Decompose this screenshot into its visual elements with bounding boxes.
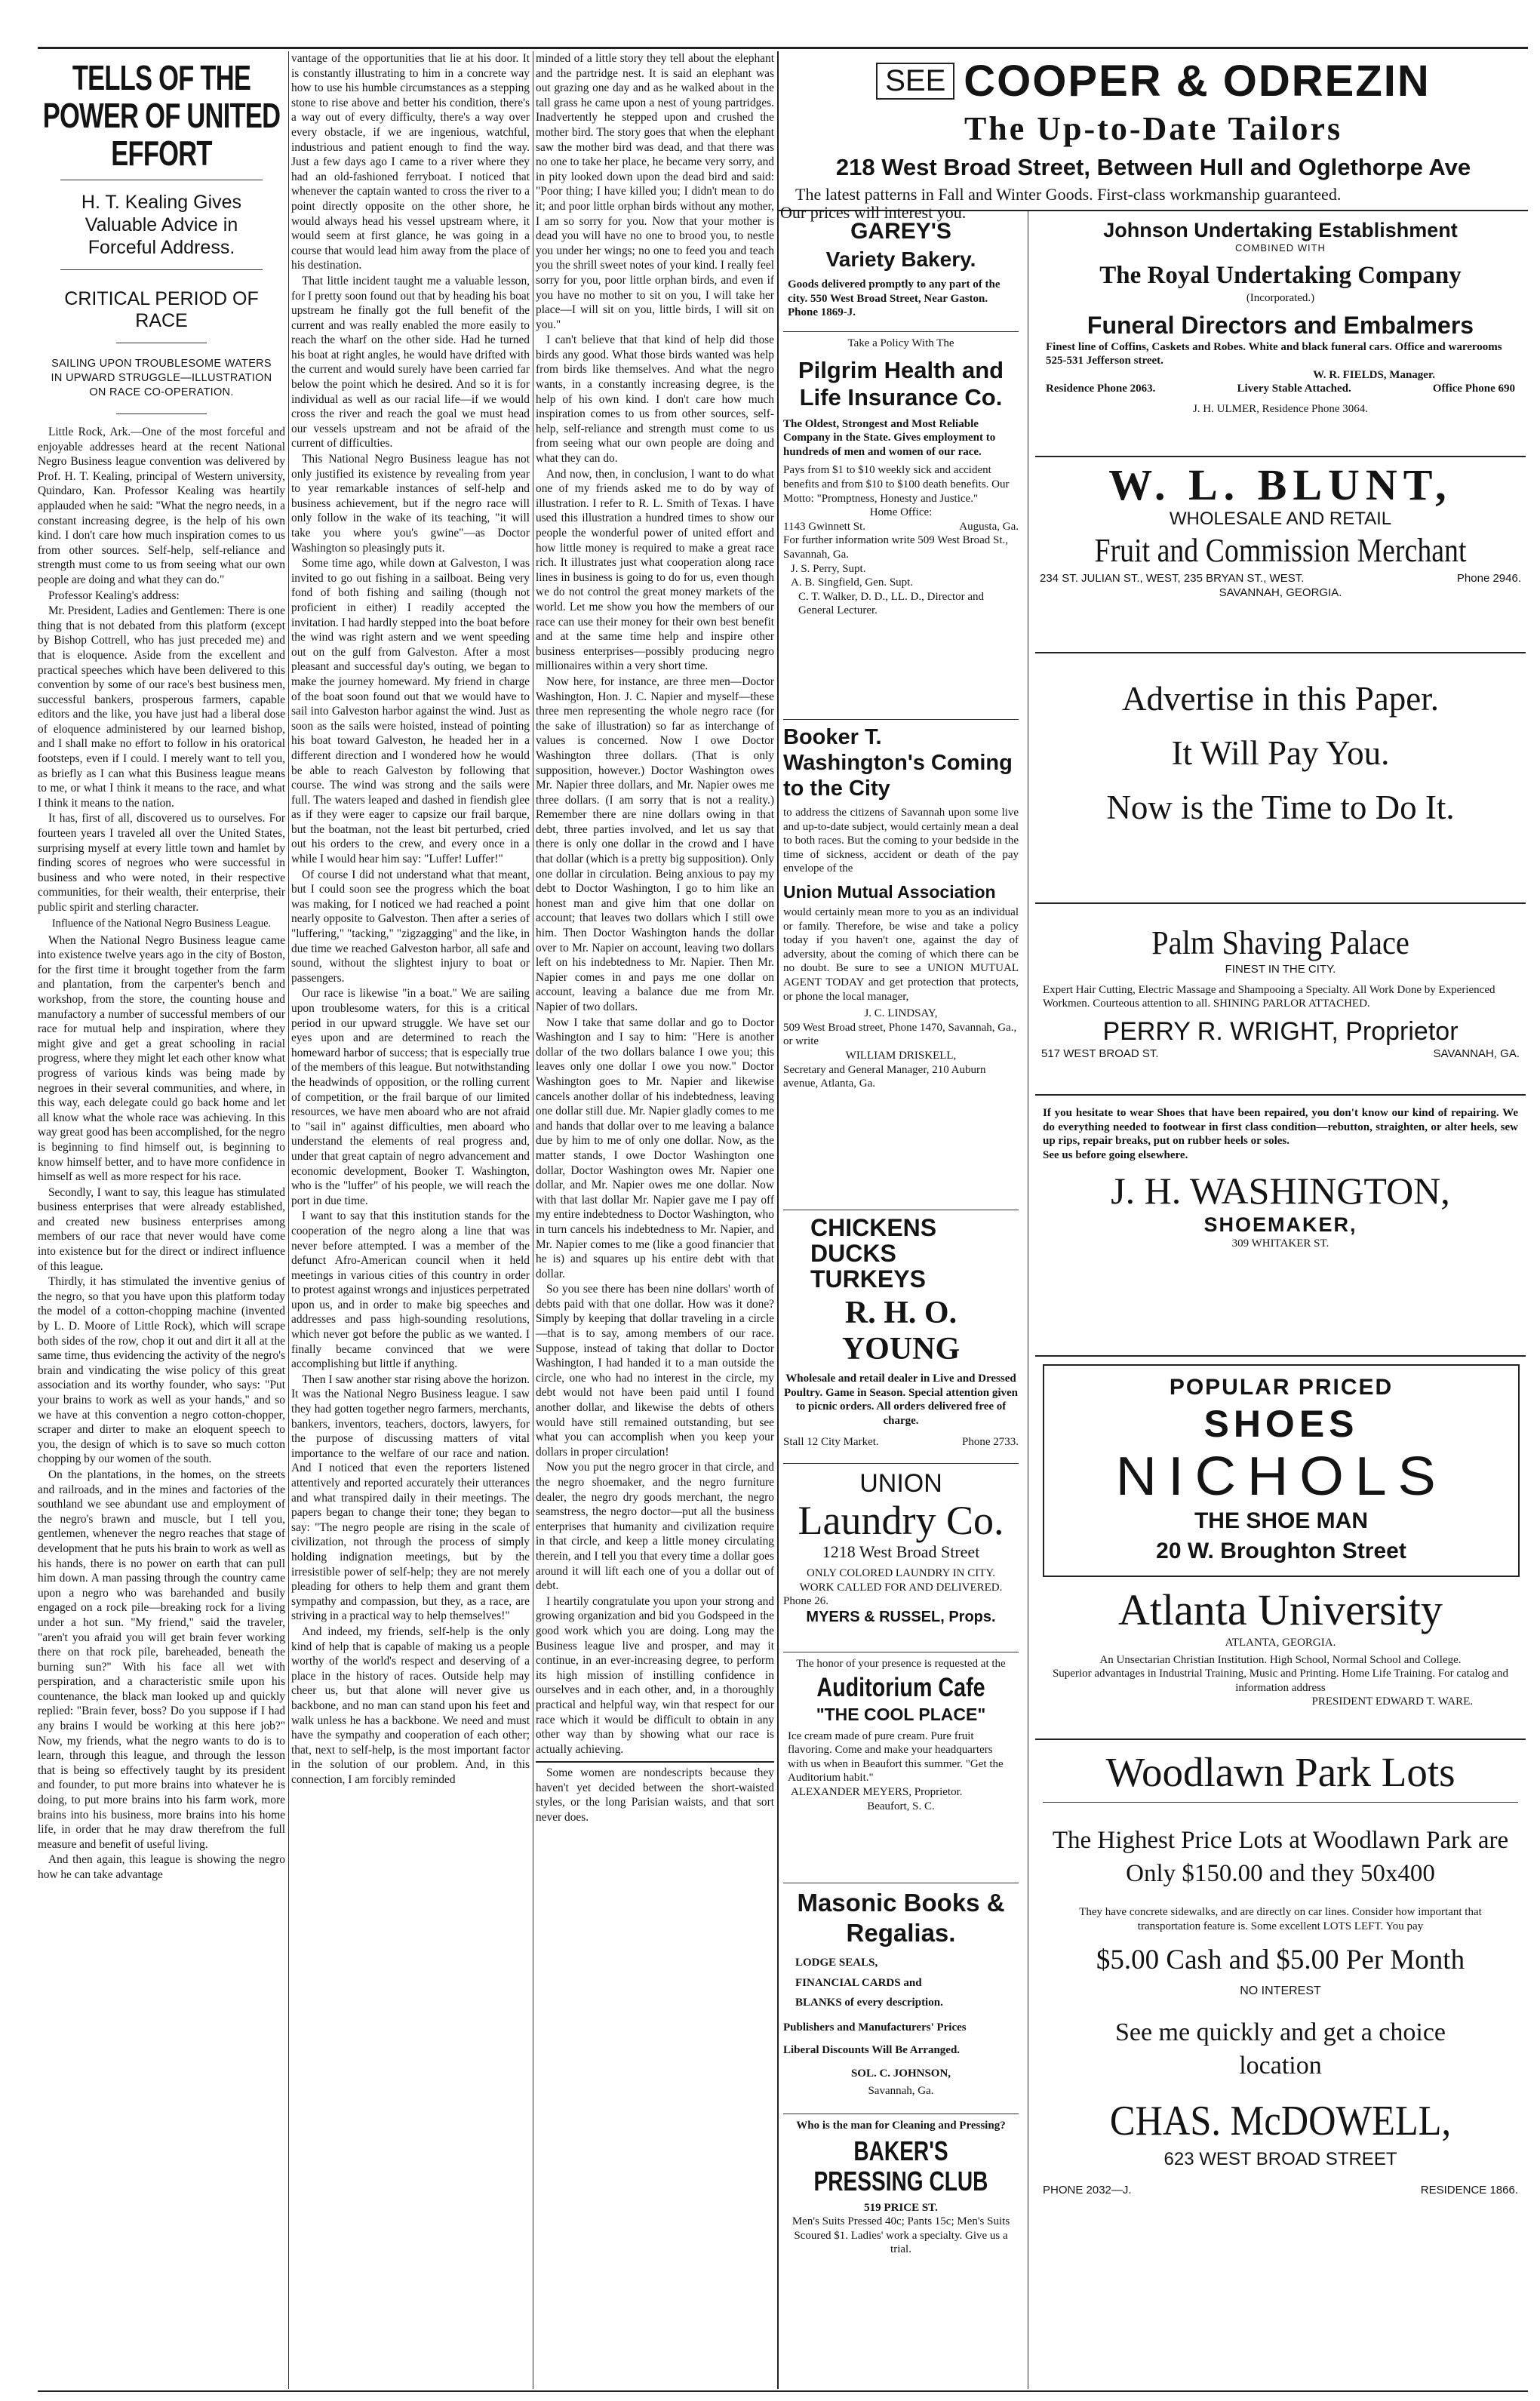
- young-text: Wholesale and retail dealer in Live and Dressed Poultry. Game in Season. Special attention given to picnic orders. All orders delivered free of charge.: [783, 1373, 1018, 1427]
- ad-bakers-pressing-club: [783, 2119, 1019, 2387]
- union-mutual-secretary: WILLIAM DRISKELL,: [845, 1049, 957, 1062]
- ad-johnson-undertaking: [1035, 219, 1526, 457]
- woodlawn-name: CHAS. McDOWELL,: [1109, 2098, 1452, 2145]
- bakers-text: Men's Suits Pressed 40c; Pants 15c; Men's Suits Scoured $1. Ladies' work a specialty. Give us a trial.: [792, 2215, 1010, 2256]
- article-paragraph: Mr. President, Ladies and Gentlemen: There is one thing that is not debated from this platform (except by Bishop Cottrell, who has just preceded me) and that is eloquence. Aside from the excellent and practical speeches which have been delivered to this convention by some of our race's best business men, successful bankers, prosperous farmers, capable editors and the like, you have just had a liberal dose of eloquence administered by our learned bishop, and I shall make no effort to follow in his oratorical footsteps, even if I could. I merely want to tell you, as briefly as I can what this Business league means to me, or what I think it means to the race, and what I think it means to the nation.: [38, 604, 285, 810]
- johnson-incorporated: (Incorporated.): [1246, 292, 1315, 304]
- atlanta-city: ATLANTA, GEORGIA.: [1225, 1637, 1336, 1649]
- ad-palm-shaving-palace: [1035, 908, 1526, 1096]
- ad-union-mutual: [783, 724, 1019, 1210]
- article-paragraph: I heartily congratulate you upon your strong and growing organization and bid you Godspeed in the good work which you are doing. Long may the Business league live and prosper, and may it continue, in an ever-increasing degree, to perform its high mission of instilling confidence in ourselves and in each other, and, in a thoroughly practical and helpful way, win that respect for our race which it would be difficult to obtain in any other way than by showing what our race is actually achieving.: [536, 1594, 774, 1756]
- atlanta-text: An Unsectarian Christian Institution. High School, Normal School and College.: [1099, 1653, 1462, 1666]
- article-paragraph: Thirdly, it has stimulated the inventive genius of the negro, so that you have upon this platform today the model of a cotton-chopping machine (invented by L. D. Moore of Little Rock), which will scrape both sides of the row, chop it out and dirt it all at the same time, thus evidencing the activity of the negro's brain and vindicating the wise policy of this great association and its worthy founder, who says: "Put your brains to work as well as your hands," and so we have at this convention a negro cotton-chopper, scraper and dirter to make an eloquent speech to you, the design of which is to save so much cotton chopping by our women of the south.: [38, 1275, 285, 1466]
- palm-subtitle: FINEST IN THE CITY.: [1225, 963, 1336, 976]
- young-ducks: DUCKS: [810, 1240, 896, 1267]
- ad-pilgrim-insurance: [783, 337, 1019, 720]
- bakers-address: 519 PRICE ST.: [864, 2201, 938, 2214]
- woodlawn-text: They have concrete sidewalks, and are directly on car lines. Consider how important that transportation feature is. Some excellent LOTS LEFT. You pay: [1079, 1906, 1482, 1932]
- auditorium-proprietor: ALEXANDER MEYERS, Proprietor.: [791, 1785, 963, 1798]
- masonic-title-1: Masonic Books &: [797, 1889, 1005, 1917]
- young-name: R. H. O. YOUNG: [841, 1296, 961, 1367]
- woodlawn-subtitle: The Highest Price Lots at Woodlawn Park are Only $150.00 and they 50x400: [1052, 1827, 1509, 1887]
- palm-text: Expert Hair Cutting, Electric Massage and Shampooing a Specialty. All Work Done by Experienced Workmen. Courteous attention to all. SHINING PARLOR ATTACHED.: [1043, 983, 1495, 1010]
- auditorium-text: Ice cream made of pure cream. Pure fruit flavoring. Come and make your headquarters with us when in Beaufort this summer. "Get the Auditorium habit.": [788, 1729, 1004, 1785]
- pilgrim-info: For further information write 509 West Broad St., Savannah, Ga.: [783, 534, 1009, 561]
- ad-gareys-bakery: [783, 219, 1019, 332]
- woodlawn-interest: NO INTEREST: [1240, 1984, 1321, 1998]
- article-paragraph: Our race is likewise "in a boat." We are sailing upon troublesome waters, for this is a critical period in our upward struggle. We have set our eyes upon and are determined to reach the homeward harbor of success; that is especially true of the members of this league. But notwithstanding the headwinds of opposition, or the rolling current of competition, or the frail barque of our limited resources, we have men aboard who are not afraid to "sail in" against difficulties, men aboard who understand the elements of real progress and, under that great captain of negro advancement and economic development, Booker T. Washington, who is the "luffer" of his people, we will reach the port in due time.: [291, 987, 530, 1207]
- young-turkeys: TURKEYS: [810, 1265, 926, 1293]
- article-paragraph: Then I saw another star rising above the horizon. It was the National Negro Business league. I saw they had gotten together negro farmers, merchants, bankers, inventors, teachers, doctors, lawyers, for the purpose of discussing matters of vital importance to the welfare of our race and nation. And I noticed that even the reporters listened attentively and reported accurately their utterances and what transpired daily in their meetings. The papers began to change their tone; they began to say: "The negro people are rising in the scale of civilization, not through the process of simply holding indignation meetings, but by the irresistible power of self-help; they are not merely pleading for others to help them and grant them sympathy and compassion, but they, as a race, are striving in a practical way to help themselves!": [291, 1373, 530, 1623]
- cooper-line-2: Our prices will interest you.: [780, 203, 967, 222]
- ad-union-laundry: [783, 1468, 1019, 1652]
- masonic-city: Savannah, Ga.: [868, 2084, 934, 2097]
- pilgrim-staff-3: C. T. Walker, D. D., LL. D., Director and General Lecturer.: [798, 590, 985, 617]
- blunt-title: Fruit and Commission Merchant: [1094, 532, 1467, 569]
- article-end-rule: [536, 1761, 774, 1763]
- woodlawn-address: 623 WEST BROAD STREET: [1163, 2149, 1397, 2170]
- young-stall: Stall 12 City Market.: [783, 1436, 879, 1449]
- nichols-line-1: POPULAR PRICED: [1169, 1375, 1394, 1400]
- article-paragraph: Now here, for instance, are three men—Doctor Washington, Hon. J. C. Napier and myself—these three men representing the whole negro race (for the sake of illustration) so far as interchange of values is concerned. Now I owe Doctor Washington three dollars. (That is only supposition, however.) Doctor Washington owes Mr. Napier three dollars, and Mr. Napier owes me three dollars. (I am sorry that is not a reality.) Remember there are nine dollars owing in that debt, three parties involved, and let us say that there is only one dollar in the crowd and I have that dollar (which is a pretty big supposition). Only one dollar in circulation. Being anxious to pay my debt to Doctor Washington, I go to him like an honest man and give him that one dollar on account; that leaves two dollars which I still owe him. Then Doctor Washington hands the dollar over to Mr. Napier on account, leaving two dollars left on his indebtedness to Mr. Napier. Then Mr. Napier comes in and pays me one dollar on account, leaving a balance due me from Mr. Napier of two dollars.: [536, 675, 774, 1013]
- masonic-line-1: LODGE SEALS,: [795, 1957, 878, 1969]
- ad-nichols-shoes: [1043, 1364, 1520, 1577]
- blunt-line: WHOLESALE AND RETAIL: [1169, 509, 1392, 529]
- johnson-office-phone: Office Phone 690: [1432, 383, 1515, 395]
- union-mutual-title: Union Mutual Association: [783, 881, 996, 902]
- washington-address: 309 WHITAKER ST.: [1231, 1237, 1329, 1250]
- advertise-line-1: Advertise in this Paper.: [1122, 680, 1439, 718]
- johnson-company: The Royal Undertaking Company: [1099, 262, 1462, 289]
- article-paragraph: Some time ago, while down at Galveston, I was invited to go out fishing in a sailboat. Being very fond of both fishing and sailing (though not proficient in either) I readily accepted the invitation. I had hardly stepped into the boat before the wind was right astern and we went speeding out on the gulf from Galveston. After a most pleasant and successful day's outing, we began to make the journey homeward. My friend in charge of the boat soon found out that we would have to sail into Galveston harbor against the wind. Just as soon as the sails were hoisted, instead of pointing his boat toward Galveston, he headed her in a different direction and I wondered how he would be able to reach Galveston by following that course. The wind was strong and the sails were full. The waters leaped and dashed in fiendish glee as if they were eager to capsize our frail barque, but the boatman, not the least bit perturbed, cried out his orders to the crew, and every once in a while I would hear him say: "Luffer! Luffer!": [291, 557, 530, 866]
- pilgrim-title: Pilgrim Health and Life Insurance Co.: [798, 356, 1004, 410]
- article-paragraph: And then again, this league is showing the negro how he can take advantage: [38, 1853, 285, 1881]
- union-mutual-secretary-line: Secretary and General Manager, 210 Auburn avenue, Atlanta, Ga.: [783, 1063, 986, 1090]
- johnson-ulmer: J. H. ULMER, Residence Phone 3064.: [1192, 402, 1369, 415]
- laundry-title-1: UNION: [859, 1469, 942, 1498]
- atlanta-title: Atlanta University: [1117, 1585, 1443, 1634]
- atlanta-text-2: Superior advantages in Industrial Training, Music and Printing. Home Life Training. For catalog and information address: [1052, 1668, 1509, 1694]
- gareys-subtitle: Variety Bakery.: [825, 247, 976, 271]
- booker-text: to address the citizens of Savannah upon some live and up-to-date subject, would certainly mean a deal to both races. But the coming to your bedside in the time of sickness, accident or death of the pay envelope of the: [783, 807, 1019, 875]
- ad-wl-blunt: [1035, 462, 1526, 653]
- masonic-line-3: BLANKS of every description.: [795, 1997, 943, 2009]
- advertise-line-2: It Will Pay You.: [1171, 734, 1390, 772]
- article-paragraph: minded of a little story they tell about the elephant and the partridge nest. It is said an elephant was out grazing one day and as he walked about in the tall grass he came upon a nest of young partridges. Inadvertently he stepped upon and crushed the mother bird. The story goes that when the elephant saw the mother bird was dead, and that there was no one to take her place, he became very sorry, and in pity looked down upon the dead bird and said: "Poor thing; I have killed you; I didn't mean to do it; and poor little orphan birds without any mother, I am so sorry for you. Now that your mother is dead you will have no one to brood you, to nestle you under her wings; no one to feed you and teach you the shrill sweet notes of your kind. I really feel sorry for you, poor little orphan birds, and even if you have no mother to sit on you, I will take her place—I will sit on you, little birds, I will sit on you.": [536, 52, 774, 331]
- article-paragraph: I can't believe that that kind of help did those birds any good. What those birds wanted was help from birds like themselves. And what the negro wants, in a constantly increasing degree, is the help of his own kind. I don't care how much inspiration comes to us from other sources, self-help, self-reliance and strength must come to us from seeing what our own people are doing and what they can do.: [536, 334, 774, 466]
- pilgrim-text: The Oldest, Strongest and Most Reliable Company in the State. Gives employment to hundreds of men and women of our race.: [783, 417, 996, 458]
- pilgrim-staff-2: A. B. Singfield, Gen. Supt.: [791, 576, 914, 589]
- young-phone: Phone 2733.: [962, 1436, 1019, 1449]
- woodlawn-residence: RESIDENCE 1866.: [1420, 2184, 1518, 2197]
- washington-trade: SHOEMAKER,: [1203, 1213, 1357, 1237]
- gareys-text: Goods delivered promptly to any part of the city. 550 West Broad Street, Near Gaston. Phone 1869-J.: [788, 278, 1001, 319]
- masonic-line-4: Publishers and Manufacturers' Prices: [783, 2021, 967, 2034]
- cooper-see-label: SEE: [876, 63, 954, 100]
- article-paragraph: vantage of the opportunities that lie at his door. It is constantly illustrating to him in a concrete way how to use his humble circumstances as a stepping stone to rise above and better his condition, there's a way out of every difficulty, there's a way over every obstacle, if we are ingenious, watchful, industrious and patient enough to find the way. Just a few days ago I came to a river where they had an old-fashioned ferryboat. I noticed that whenever the captain wanted to cross the river to a point directly opposite on the other shore, he would always head his vessel upstream where, it would seem at first glance, he was going in a course that would lead him away from the place of his destination.: [291, 52, 530, 272]
- washington-text: If you hesitate to wear Shoes that have been repaired, you don't know our kind of repairing. We do everything needed to footwear in first class condition—rebutton, straighten, or alter heels, sew up rips, repair breaks, put on rubber heels or soles.: [1043, 1107, 1518, 1148]
- article-paragraph: Of course I did not understand what that meant, but I could soon see the progress which the boat was making, for I noticed we had reached a point nearly opposite to Galveston. Then after a series of "luffering," "tacking," "zigzagging" and the like, in due time we reached Galveston harbor, all safe and sound, without the slightest injury to boat or passengers.: [291, 868, 530, 985]
- masonic-name: SOL. C. JOHNSON,: [850, 2067, 951, 2080]
- article-paragraph: Professor Kealing's address:: [48, 589, 180, 602]
- ad-cooper-odrezin: [779, 51, 1528, 222]
- pilgrim-home-address: 1143 Gwinnett St.: [783, 520, 866, 533]
- article-column-1: [38, 51, 285, 2389]
- johnson-title: Johnson Undertaking Establishment: [1103, 219, 1458, 241]
- bakers-title: BAKER'S PRESSING CLUB: [813, 2135, 988, 2197]
- article-paragraph: And now, then, in conclusion, I want to do what one of my friends asked me to do by way of illustration. I refer to R. L. Smith of Texas. I have used this illustration a hundred times to show our people the wonderful power of united effort and how little money is required to make a great race rich. It illustrates just what cooperation along race lines in business is going to do for us, even though we do not control the great money markets of the world. Let me show you how the members of our race can use their money for their own best benefit and at the same time help and inspire other business enterprises—possibly producing negro millionaires within a very short time.: [536, 467, 774, 673]
- article-paragraph: Now I take that same dollar and go to Doctor Washington and I say to him: "Here is another dollar of the two dollars balance I owe you; this leaves only one dollar I owe you now." Doctor Washington goes to Mr. Napier and likewise cancels another dollar of his indebtedness, leaving one dollar still due. Mr. Napier gladly comes to me and hands that dollar over to me leaving a balance due by him to me of only one dollar. Now, as the matter stands, I owe Doctor Washington one dollar, Doctor Washington owes Mr. Napier one dollar, and Mr. Napier owes me one dollar. Now with that last dollar Mr. Napier gave me I pay off my entire indebtedness to Doctor Washington, who in turn cancels his indebtedness to Mr. Napier, and Mr. Napier comes to me (like a good financier that he is) and squares up his entire debt with that dollar.: [536, 1016, 774, 1280]
- johnson-livery: Livery Stable Attached.: [1237, 383, 1351, 395]
- union-mutual-manager-address: 509 West Broad street, Phone 1470, Savannah, Ga., or write: [783, 1021, 1017, 1048]
- blunt-city: SAVANNAH, GEORGIA.: [1219, 586, 1342, 599]
- nichols-name: NICHOLS: [1115, 1446, 1447, 1507]
- ad-jh-washington: [1035, 1100, 1526, 1357]
- laundry-props: MYERS & RUSSEL, Props.: [806, 1608, 996, 1625]
- union-mutual-manager: J. C. LINDSAY,: [864, 1007, 938, 1020]
- article-column-3: [536, 51, 774, 2389]
- article-paragraph: Little Rock, Ark.—One of the most forceful and enjoyable addresses heard at the recent National Negro Business league convention was delivered by Prof. H. T. Kealing, principal of Western university, Quindaro, Kan. Professor Kealing was heartily applauded when he said: "What the negro needs, in a constant increasing degree, is the help of his own kind. I don't care how much inspiration comes to us from other sources. Self-help, self-reliance and strength must come to us from seeing what our own people are doing and what they can do.": [38, 426, 285, 586]
- advertisements-area: [779, 51, 1528, 2389]
- nichols-address: 20 W. Broughton Street: [1156, 1539, 1406, 1563]
- article-subhead-1: H. T. Kealing Gives Valuable Advice in Forceful Address.: [60, 180, 263, 270]
- palm-address: 517 WEST BROAD ST.: [1041, 1047, 1159, 1060]
- article-paragraph: And indeed, my friends, self-help is the only kind of help that is capable of making us a people worthy of the world's respect and deserving of a place in the history of races. Outside help may cheer us, but that alone will never give us backbone, and no man can stand upon his feet and walk unless he has a backbone. We need and must have the sympathy and cooperation of each other; that, next to self-help, is the most important factor in the solution of our problem. And, in this connection, I am forcibly reminded: [291, 1625, 530, 1786]
- laundry-title-2: Laundry Co.: [798, 1498, 1004, 1543]
- washington-name: J. H. WASHINGTON,: [1111, 1170, 1450, 1213]
- article-paragraph: On the plantations, in the homes, on the streets and railroads, and in the mines and factories of the southland we see abundant use and employment of the negro's brawn and muscle, but I tell you, gentlemen, whenever the negro reaches that stage of development that he puts his brain to work as well as his hands, there is no power on earth that can pull him down. A man passing through the country came upon a negro who was barehanded and busily engaged on a rock pile—breaking rock for a living under a hot sun. "My friend," said the traveler, "aren't you afraid you will get brain fever working there on that rock pile, bareheaded, beneath the burning sun?" With his face all wet with perspiration, and a characteristic smile upon his countenance, the black man looked up and quickly replied: "Brain fever, boss? Do you suppose if I had any brains I would be working at this here job?" Now, my friends, what the negro wants to do is to learn, through this league, and through the lesson that is being so effectively taught by its president and founder, to put more brains into whatever he is doing, to put more brains into his farm work, more brains into his business, more brains into his home life, in order that he may draw therefrom the full measure and benefit of useful living.: [38, 1468, 285, 1851]
- laundry-address: 1218 West Broad Street: [822, 1542, 980, 1561]
- blunt-phone: Phone 2946.: [1456, 572, 1521, 585]
- bakers-intro: Who is the man for Cleaning and Pressing?: [796, 2120, 1006, 2132]
- johnson-residence-phone: Residence Phone 2063.: [1046, 383, 1156, 395]
- nichols-line-2: SHOES: [1203, 1403, 1359, 1445]
- pilgrim-home-city: Augusta, Ga.: [959, 520, 1019, 533]
- laundry-text: ONLY COLORED LAUNDRY IN CITY. WORK CALLED FOR AND DELIVERED.: [799, 1567, 1003, 1594]
- article-subhead-2: CRITICAL PERIOD OF RACE: [64, 288, 259, 331]
- article-paragraph: This National Negro Business league has not only justified its existence by revealing from year to year remarkable instances of self-help and business achievement, but if the negro race will only follow in the wake of its teaching, "it will take you where you's gwine"—as Doctor Washington so pleasingly puts it.: [291, 453, 530, 555]
- article-headline: TELLS OF THE POWER OF UNITED EFFORT: [42, 58, 281, 173]
- auditorium-subtitle: "THE COOL PLACE": [816, 1704, 986, 1724]
- pilgrim-text-2: Pays from $1 to $10 weekly sick and accident benefits and from $10 to $100 death benefits. Our Motto: "Promptness, Honesty and Justice.": [783, 464, 1010, 505]
- top-rule: [38, 47, 1528, 49]
- ad-atlanta-university: [1035, 1585, 1526, 1740]
- masonic-line-5: Liberal Discounts Will Be Arranged.: [783, 2044, 961, 2057]
- palm-title: Palm Shaving Palace: [1151, 924, 1409, 961]
- woodlawn-phone: PHONE 2032—J.: [1043, 2184, 1132, 2197]
- laundry-phone: Phone 26.: [783, 1595, 828, 1608]
- young-chickens: CHICKENS: [810, 1214, 937, 1241]
- cooper-address: 218 West Broad Street, Between Hull and Oglethorpe Ave: [835, 154, 1471, 180]
- ad-rho-young: [783, 1215, 1019, 1464]
- johnson-combined: COMBINED WITH: [1235, 242, 1326, 254]
- pilgrim-home-label: Home Office:: [869, 506, 933, 519]
- article-column-2: [291, 51, 530, 2389]
- woodlawn-see: See me quickly and get a choice location: [1114, 2018, 1446, 2080]
- palm-proprietor: PERRY R. WRIGHT, Proprietor: [1102, 1016, 1459, 1046]
- johnson-manager: W. R. FIELDS, Manager.: [1313, 368, 1435, 381]
- ad-woodlawn-park-lots: [1035, 1745, 1526, 2389]
- article-paragraph: I want to say that this institution stands for the cooperation of the negro along a line that was never before attempted. I was a member of the defunct Afro-American council when it held meetings in various cities of this country in order to protest against wrongs and injustices perpetrated upon us, and in order to make big speeches and addresses and pass high-sounding resolutions, which never got before the public as we wanted. I finally became convinced that we were accomplishing but little if anything.: [291, 1210, 530, 1371]
- woodlawn-title: Woodlawn Park Lots: [1105, 1749, 1455, 1795]
- gareys-title: GAREY'S: [850, 219, 951, 244]
- johnson-text: Finest line of Coffins, Caskets and Robes. White and black funeral cars. Office and warerooms 525-531 Jefferson street.: [1046, 340, 1502, 367]
- palm-city: SAVANNAH, GA.: [1433, 1047, 1520, 1060]
- cooper-tagline: The Up-to-Date Tailors: [964, 110, 1343, 147]
- blunt-address: 234 ST. JULIAN ST., WEST, 235 BRYAN ST., WEST.: [1040, 572, 1305, 585]
- pilgrim-staff-1: J. S. Perry, Supt.: [791, 562, 866, 575]
- masonic-line-2: FINANCIAL CARDS and: [795, 1976, 922, 1989]
- masonic-title-2: Regalias.: [846, 1919, 956, 1947]
- ad-advertise-in-paper: [1035, 658, 1526, 904]
- cooper-line-1: The latest patterns in Fall and Winter Goods. First-class workmanship guaranteed.: [795, 185, 1342, 204]
- pilgrim-intro: Take a Policy With The: [847, 337, 954, 349]
- johnson-subtitle: Funeral Directors and Embalmers: [1087, 311, 1474, 339]
- auditorium-title: Auditorium Cafe: [816, 1672, 985, 1702]
- advertise-line-3: Now is the Time to Do It.: [1106, 789, 1455, 826]
- article-deck: SAILING UPON TROUBLESOME WATERS IN UPWARD STRUGGLE—ILLUSTRATION ON RACE CO-OPERATION.: [51, 358, 272, 398]
- article-paragraph: Some women are nondescripts because they haven't yet decided between the short-waisted styles, or the long Parisian waists, and that sort never does.: [536, 1766, 774, 1825]
- column-divider: [288, 51, 289, 2389]
- booker-title: Booker T. Washington's Coming to the City: [783, 725, 1013, 801]
- auditorium-intro: The honor of your presence is requested at the: [796, 1658, 1006, 1670]
- union-mutual-text: would certainly mean more to you as an individual or family. Therefore, be wise and take a policy today if you haven't one, against the day of adversity, about the coming of which there can be no doubt. Be sure to see a UNION MUTUAL AGENT TODAY and get protection that protects, or phone the local manager,: [783, 905, 1019, 1003]
- washington-see: See us before going elsewhere.: [1043, 1148, 1188, 1161]
- ad-auditorium-cafe: [783, 1657, 1019, 1883]
- article-paragraph: It has, first of all, discovered us to ourselves. For fourteen years I traveled all over the United States, surprising myself at every little town and hamlet by finding scores of negroes who were successful in business and who were noted, in their respective communities, for their wealth, their enterprise, their public spirit and sterling character.: [38, 812, 285, 914]
- ad-masonic-books: [783, 1888, 1019, 2114]
- article-paragraph: That little incident taught me a valuable lesson, for I pretty soon found out that by heading his boat upstream he finally got the full benefit of the current and was really enabled the more easily to reach the wharf on the other side. Had he turned his boat at right angles, he would have drifted with the current and would surely have been carried far below the point which he desired. And so it is for individual as well as our racial life—if we would cross the river and reach the goal we must head our vessels upstream and not be afraid of the current of difficulties.: [291, 274, 530, 450]
- woodlawn-price: $5.00 Cash and $5.00 Per Month: [1096, 1944, 1465, 1976]
- article-inline-subhead: Influence of the National Negro Business League.: [51, 917, 272, 930]
- blunt-name: W. L. BLUNT,: [1108, 460, 1452, 509]
- article-paragraph: Now you put the negro grocer in that circle, and the negro shoemaker, and the negro furniture dealer, the negro dry goods merchant, the negro seamstress, the negro doctor—put all the business enterprises that humanity and civilization require in that circle, and keep a little money circulating therein, and I tell you that every time a dollar goes around it will lift each one of you a dollar out of debt.: [536, 1461, 774, 1593]
- bottom-rule: [38, 2390, 1528, 2392]
- article-paragraph: Secondly, I want to say, this league has stimulated business enterprises that were already established, and created new business enterprises among members of our race that never would have come into existence but for the direct or indirect influence of this league.: [38, 1185, 285, 1273]
- article-paragraph: So you see there has been nine dollars' worth of debts paid with that one dollar. How was it done? Simply by keeping that dollar traveling in a circle—that is to say, among members of our race. Suppose, instead of taking that dollar to Doctor Washington, I had handed it to a man outside the circle, one who had no interest in the circle, my debt would not have been paid until I found another dollar, and likewise the debts of others would have still remained outstanding, but see what you can accomplish when you keep your dollars in proper circulation!: [536, 1283, 774, 1459]
- cooper-name: COOPER & ODREZIN: [964, 57, 1431, 106]
- atlanta-president: PRESIDENT EDWARD T. WARE.: [1311, 1695, 1473, 1708]
- article-paragraph: When the National Negro Business league came into existence twelve years ago in the city of Boston, for the first time it brought together from the farm and plantation, from the carpenter's bench and workshop, from the store, the counting house and manufactory a number of successful members of our race for mutual help and inspiration, where they might give and get a great schooling in racial progress, where they might let each other know what progress of various kinds was being made by negroes in their several communities, and where, in this way, each delegate could go back home and let all know what the whole race was achieving. In this way great good has been accomplished, for the negro is beginning to find himself out, is beginning to know himself better, and to have more confidence in himself as well as more respect for his race.: [38, 933, 285, 1184]
- auditorium-city: Beaufort, S. C.: [867, 1800, 935, 1812]
- nichols-line-3: THE SHOE MAN: [1194, 1508, 1368, 1533]
